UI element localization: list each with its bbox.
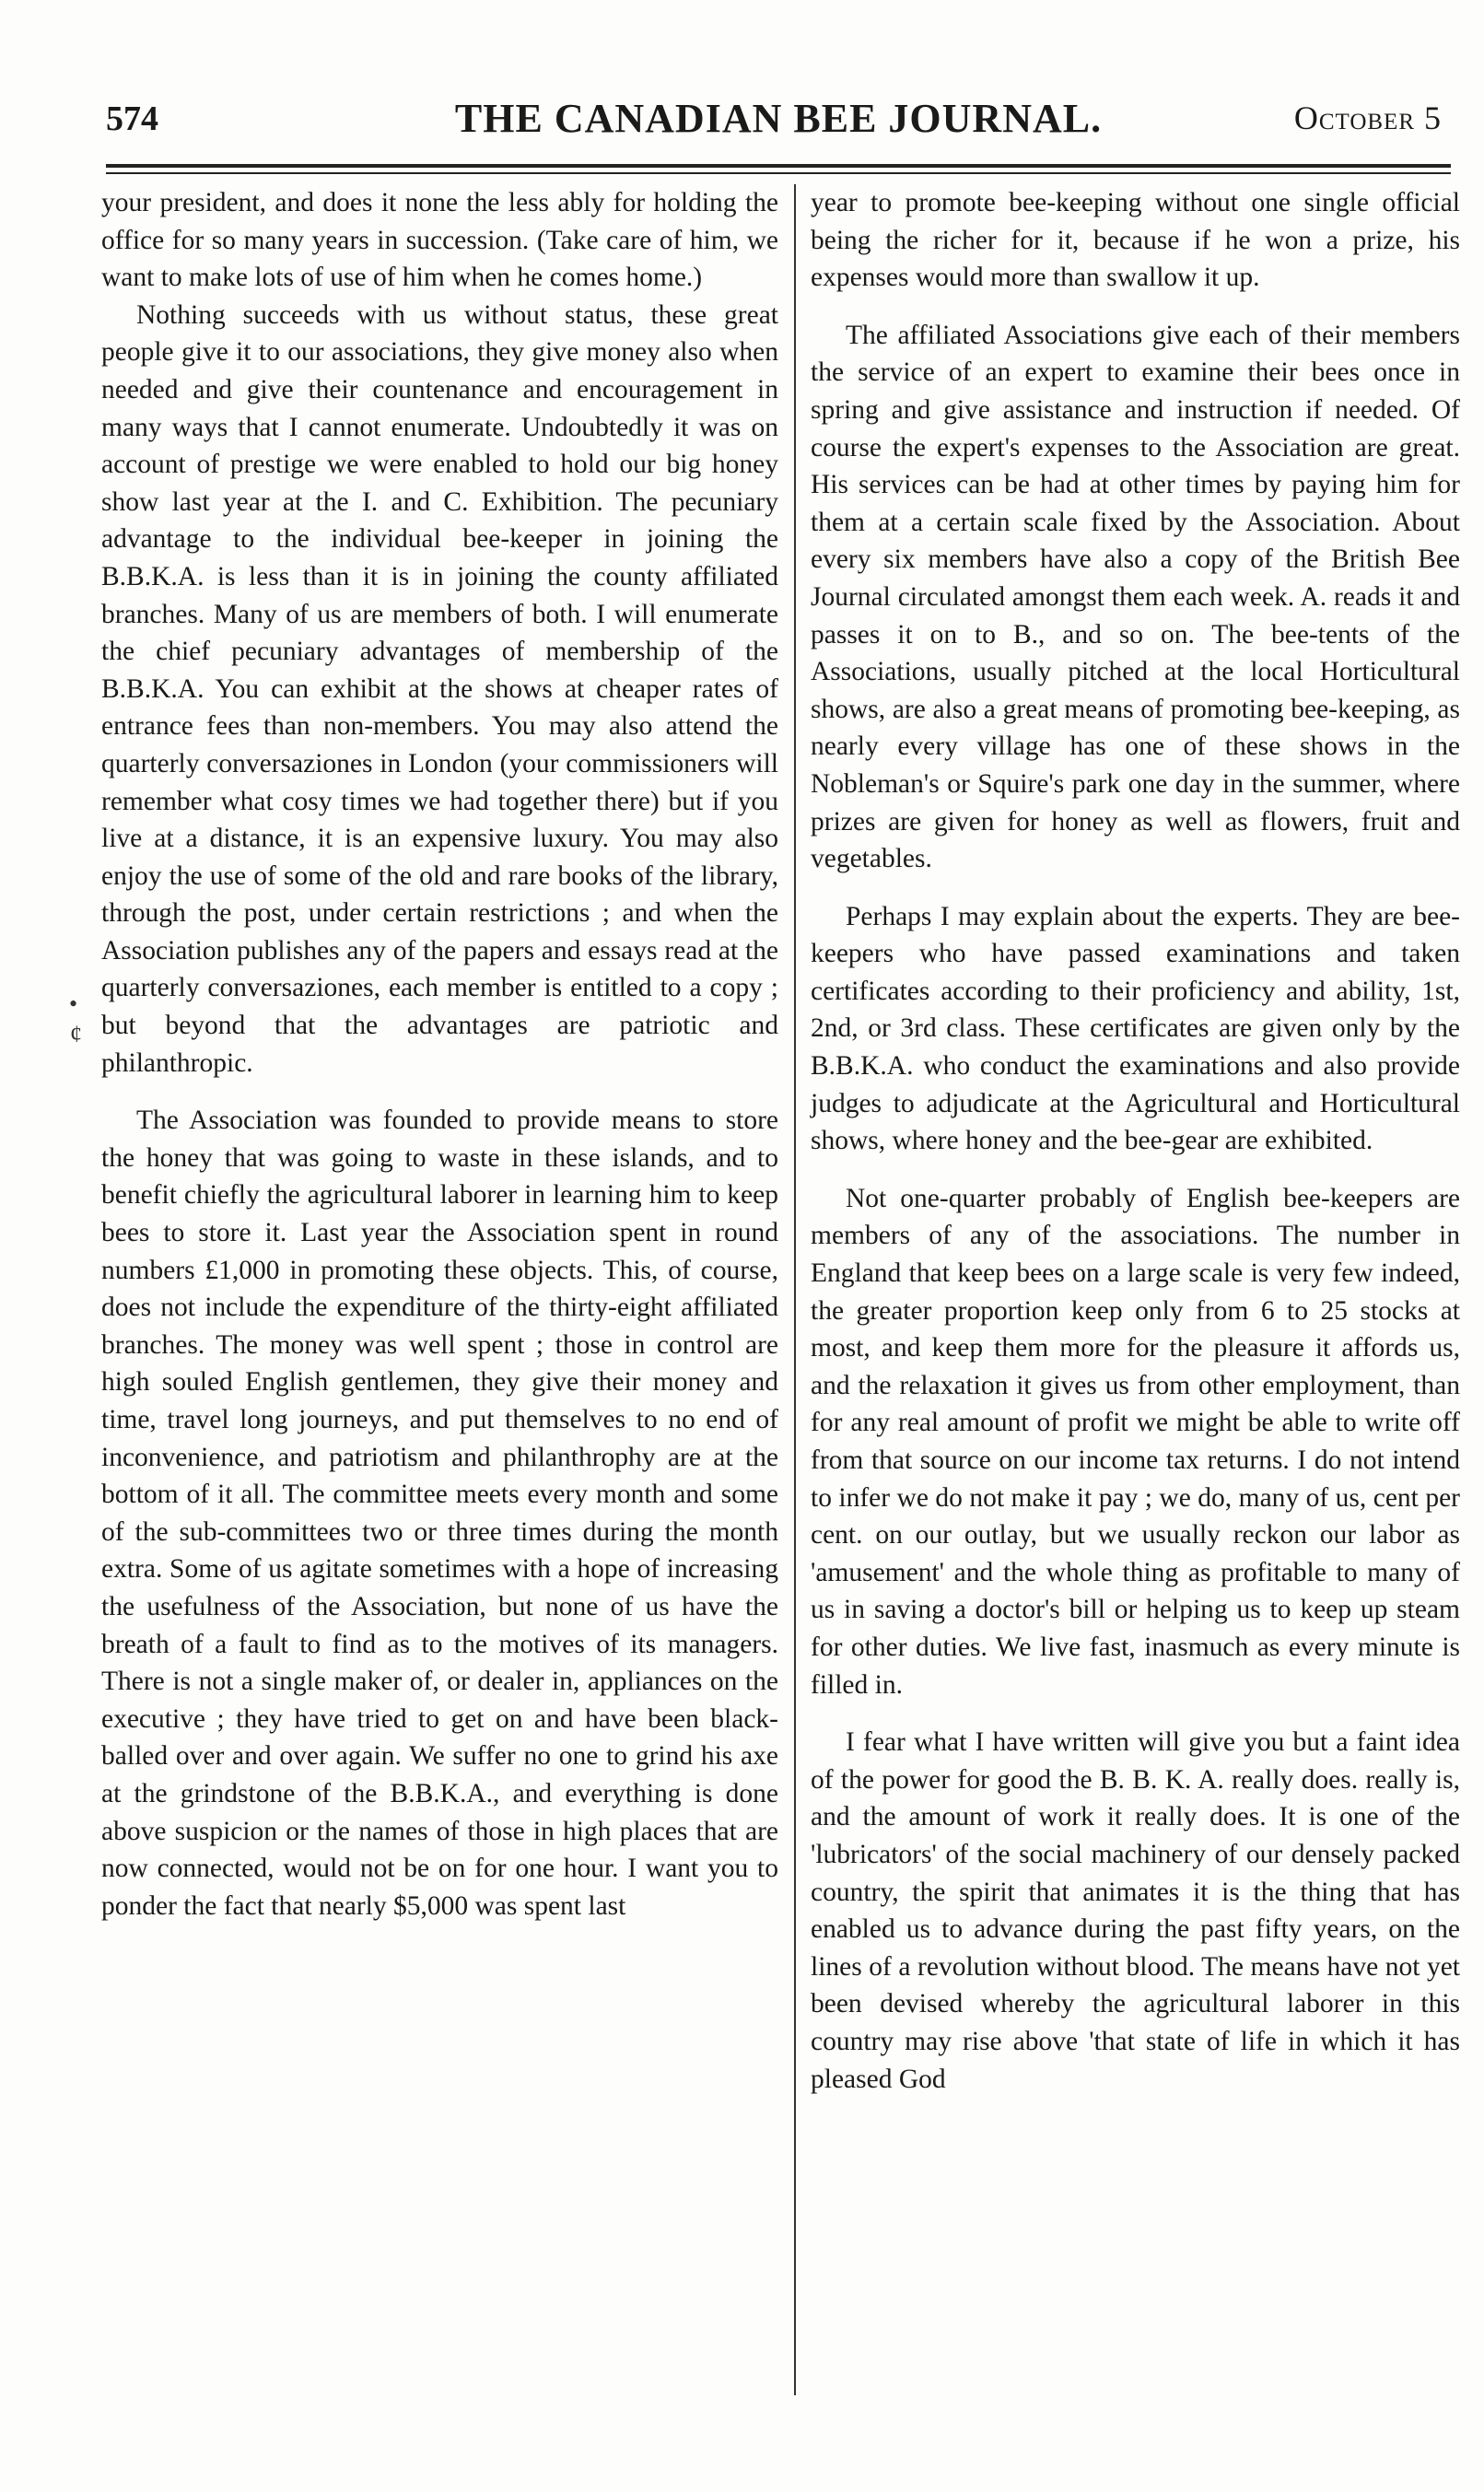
left-paragraph-3: The Association was founded to provide means to store the honey that was going to waste in these islands, and to benefit chiefly the agricultural laborer in learning him to keep bees to store it. Last year the Association spent in round numbers £1,000 in promoting these objects. This, of course, does not include the expenditure of the thirty-eight affiliated branches. The money was well spent ; those in control are high souled English gentlemen, they give their money and time, travel long journeys, and put themselves to no end of inconvenience, and patriotism and philanthrophy are at the bottom of it all. The committee meets every month and some of the sub-committees two or three times during the month extra. Some of us agitate sometimes with a hope of increasing the usefulness of the Association, but none of us have the breath of a fault to find as to the motives of its managers. There is not a single maker of, or dealer in, appliances on the executive ; they have tried to get on and have been black-balled over and over again. We suffer no one to grind his axe at the grindstone of the B.B.K.A., and everything is done above suspicion or the names of those in high places that are now connected, would not be on for one hour. I want you to ponder the fact that nearly $5,000 was spent last (101, 1106, 778, 1921)
right-paragraph-4: Not one-quarter probably of English bee-keepers are members of any of the associations. The number in England that keep bees on a large scale is very few indeed, the greater proportion keep only from 6 to 25 stocks at most, and keep them more for the pleasure it affords us, and the relaxation it gives us from other employment, than for any real amount of profit we might be able to write off from that source on our income tax returns. I do not intend to infer we do not make it pay ; we do, many of us, cent per cent. on our outlay, but we usually reckon our labor as 'amusement' and the whole thing as profitable to many of us in saving a doctor's bill or helping us to keep up steam for other duties. We live fast, inasmuch as every minute is filled in. (811, 1183, 1460, 1700)
margin-mark-bullet: • (69, 990, 78, 1017)
header-rule-thin (106, 172, 1451, 174)
right-paragraph-1: year to promote bee-keeping without one single official being the richer for it, because if he won a prize, his expenses would more than swallow it up. (811, 188, 1460, 293)
left-column (101, 184, 778, 1925)
margin-mark-symbol: ¢ (70, 1021, 82, 1047)
page-header (106, 88, 1451, 152)
issue-date: October 5 (1293, 99, 1442, 136)
left-paragraph-2: Nothing succeeds with us without status, these great people give it to our associations, they give money also when needed and give their countenance and encouragement in many ways that I cannot enumerate. Undoubtedly it was on account of prestige we were enabled to hold our big honey show last year at the I. and C. Exhibition. The pecuniary advantage to the individual bee-keeper in joining the B.B.K.A. is less than it is in joining the county affiliated branches. Many of us are members of both. I will enumerate the chief pecuniary advantages of membership of the B.B.K.A. You can exhibit at the shows at cheaper rates of entrance fees than non-members. You may also attend the quarterly conversaziones in London (your commissioners will remember what cosy times we had together there) but if you live at a distance, it is an expensive luxury. You may also enjoy the use of some of the old and rare books of the library, through the post, under certain restrictions ; and when the Association publishes any of the papers and essays read at the quarterly conversaziones, each member is entitled to a copy ; but beyond that the advantages are patriotic and philanthropic. (101, 299, 778, 1078)
page-number: 574 (106, 99, 158, 138)
right-paragraph-2: The affiliated Associations give each of their members the service of an expert to examine their bees once in spring and give assistance and instruction if needed. Of course the expert's expenses to the Association are great. His services can be had at other times by paying him for them at a certain scale fixed by the Association. About every six members have also a copy of the British Bee Journal circulated amongst them each week. A. reads it and passes it on to B., and so on. The bee-tents of the Associations, usually pitched at the local Horticultural shows, are also a great means of promoting bee-keeping, as nearly every village has one of these shows in the Nobleman's or Squire's park one day in the summer, where prizes are given for honey as well as flowers, fruit and vegetables. (811, 320, 1460, 874)
right-paragraph-3: Perhaps I may explain about the experts. They are bee-keepers who have passed examinations and taken certificates according to their proficiency and ability, 1st, 2nd, or 3rd class. These certificates are given only by the B.B.K.A. who conduct the examinations and also provide judges to adjudicate at the Agricultural and Horticultural shows, where honey and the bee-gear are exhibited. (811, 901, 1460, 1156)
right-paragraph-5: I fear what I have written will give you but a faint idea of the power for good the B. B. K. A. really does. really is, and the amount of work it really does. It is one of the 'lubricators' of the social machinery of our densely packed country, the spirit that animates it is the thing that has enabled us to advance during the past fifty years, on the lines of a revolution without blood. The means have not yet been devised whereby the agricultural laborer in this country may rise above 'that state of life in which it has pleased God (811, 1727, 1460, 2094)
journal-title: THE CANADIAN BEE JOURNAL. (454, 96, 1103, 141)
column-divider (794, 184, 796, 2395)
right-column (811, 184, 1460, 2098)
header-rule-thick (106, 164, 1451, 168)
left-paragraph-1: your president, and does it none the less ably for holding the office for so many years in succession. (Take care of him, we want to make lots of use of him when he comes home.) (101, 188, 778, 293)
